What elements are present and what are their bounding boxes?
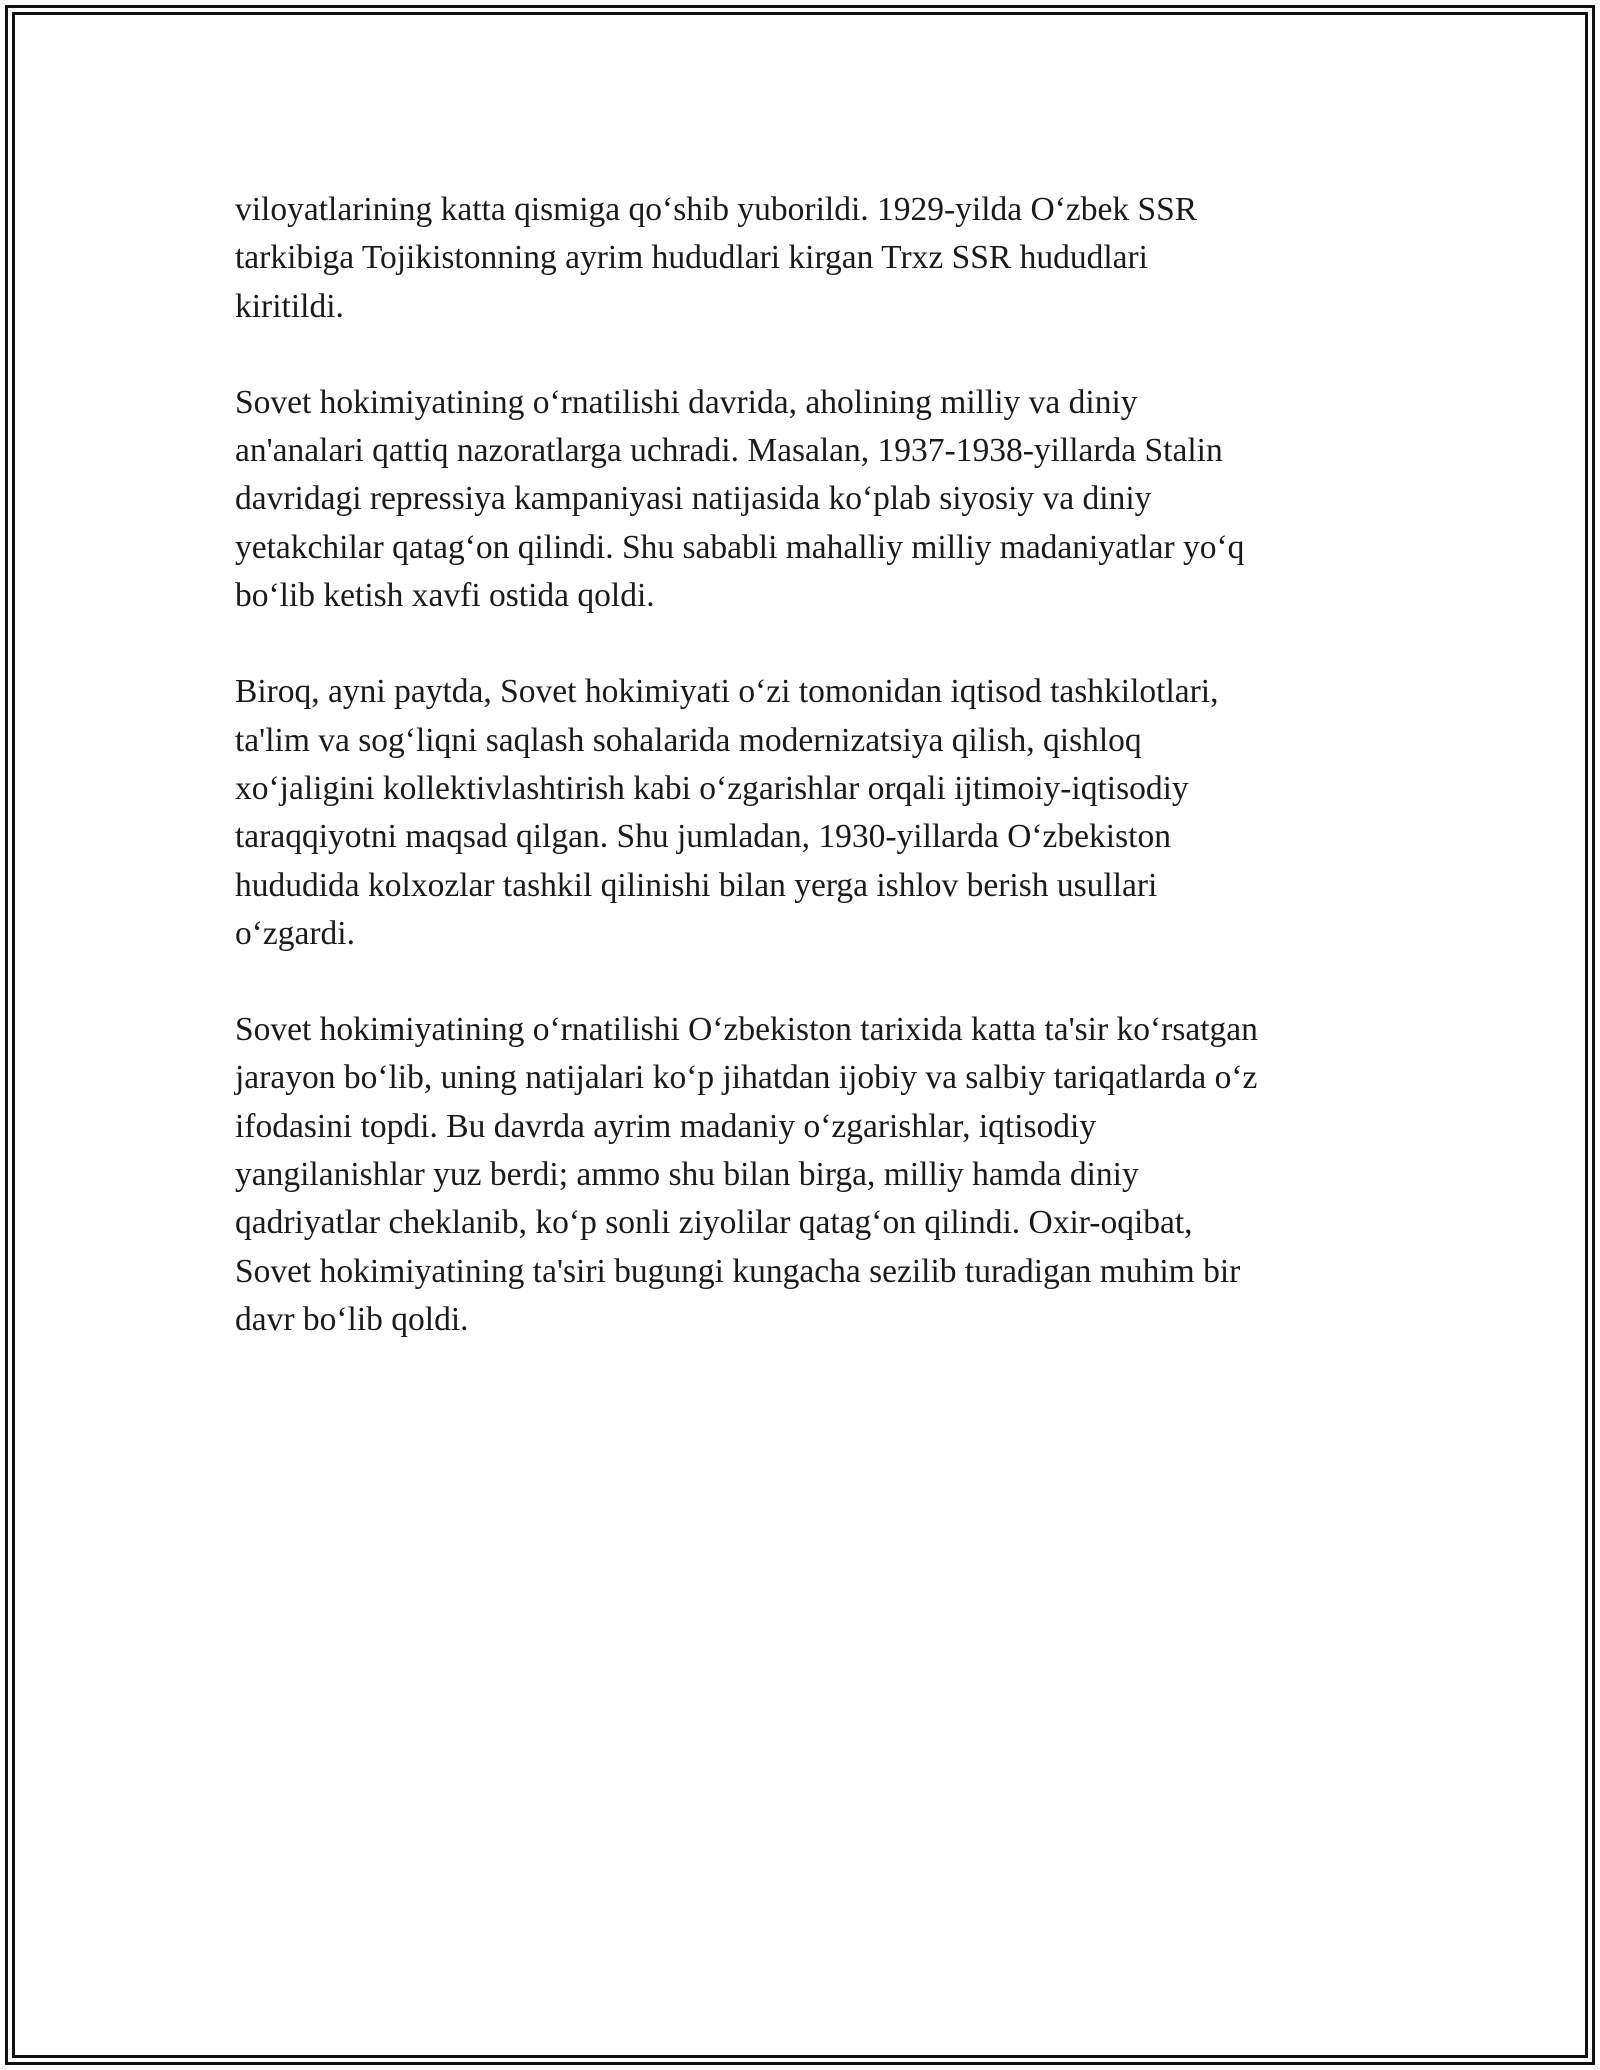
paragraph-line: an'analari qattiq nazoratlarga uchradi. Masalan, 1937-1938-yillarda Stalin	[235, 432, 1223, 470]
paragraph-line: taraqqiyotni maqsad qilgan. Shu jumladan, 1930-yillarda O‘zbekiston	[235, 818, 1171, 856]
paragraph-line: Sovet hokimiyatining ta'siri bugungi kungacha sezilib turadigan muhim bir	[235, 1252, 1241, 1290]
paragraph-4	[235, 1006, 1365, 1344]
paragraph-2	[235, 379, 1365, 620]
paragraph-line: viloyatlarining katta qismiga qo‘shib yuborildi. 1929-yilda O‘zbek SSR	[235, 191, 1198, 228]
document-body	[235, 186, 1365, 1344]
paragraph-line: ifodasini topdi. Bu davrda ayrim madaniy o‘zgarishlar, iqtisodiy	[235, 1107, 1097, 1145]
paragraph-line: davridagi repressiya kampaniyasi natijasida ko‘plab siyosiy va diniy	[235, 480, 1152, 518]
paragraph-line: jarayon bo‘lib, uning natijalari ko‘p jihatdan ijobiy va salbiy tariqatlarda o‘z	[235, 1059, 1258, 1097]
paragraph-line: yetakchilar qatag‘on qilindi. Shu sababli mahalliy milliy madaniyatlar yo‘q	[235, 528, 1245, 566]
paragraph-line: davr bo‘lib qoldi.	[235, 1300, 469, 1338]
paragraph-line: ta'lim va sog‘liqni saqlash sohalarida modernizatsiya qilish, qishloq	[235, 721, 1142, 759]
paragraph-line: Sovet hokimiyatining o‘rnatilishi O‘zbekiston tarixida katta ta'sir ko‘rsatgan	[235, 1011, 1258, 1049]
paragraph-line: o‘zgardi.	[235, 914, 355, 952]
paragraph-line: bo‘lib ketish xavfi ostida qoldi.	[235, 577, 655, 615]
paragraph-line: Sovet hokimiyatining o‘rnatilishi davrida, aholining milliy va diniy	[235, 383, 1138, 421]
paragraph-line: yangilanishlar yuz berdi; ammo shu bilan birga, milliy hamda diniy	[235, 1156, 1139, 1194]
paragraph-line: hududida kolxozlar tashkil qilinishi bilan yerga ishlov berish usullari	[235, 866, 1158, 904]
paragraph-line: xo‘jaligini kollektivlashtirish kabi o‘zgarishlar orqali ijtimoiy-iqtisodiy	[235, 769, 1189, 807]
paragraph-line: tarkibiga Tojikistonning ayrim hududlari kirgan Trxz SSR hududlari	[235, 239, 1148, 277]
paragraph-1	[235, 186, 1365, 331]
paragraph-line: qadriyatlar cheklanib, ko‘p sonli ziyolilar qatag‘on qilindi. Oxir-oqibat,	[235, 1204, 1193, 1242]
paragraph-line: kiritildi.	[235, 287, 344, 325]
paragraph-line: Biroq, ayni paytda, Sovet hokimiyati o‘zi tomonidan iqtisod tashkilotlari,	[235, 673, 1219, 711]
paragraph-3	[235, 668, 1365, 958]
